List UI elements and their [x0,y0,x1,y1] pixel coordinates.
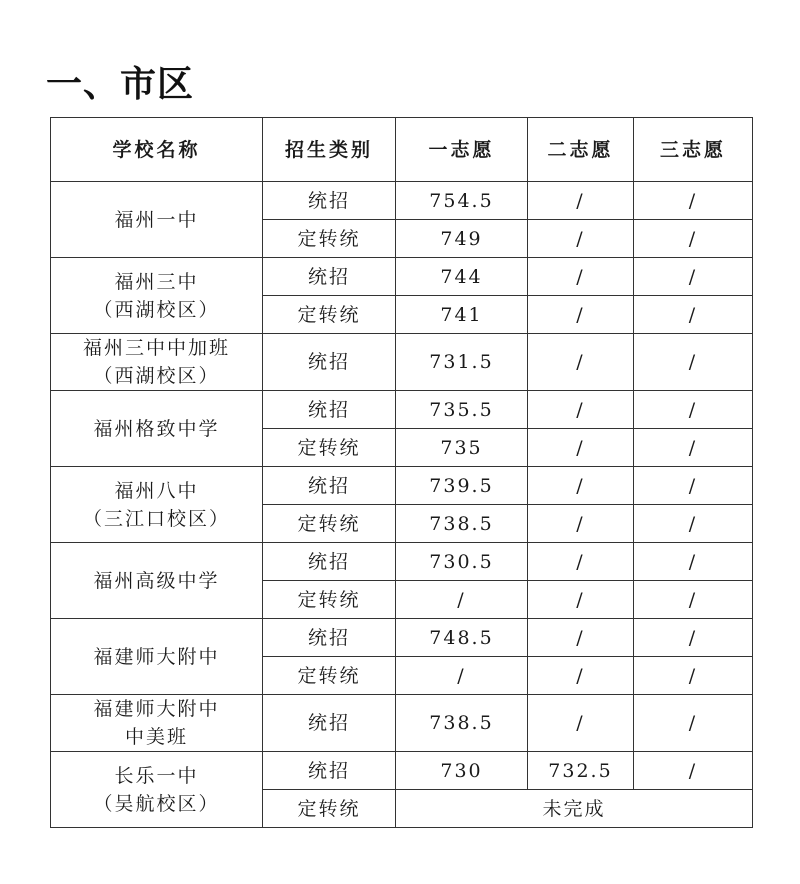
school-name-line: 福州三中中加班 [82,337,230,359]
school-name-line: （三江口校区） [82,507,230,530]
school-name-line: 福建师大附中 [93,645,220,668]
second-choice-score: / [528,467,634,505]
first-choice-score: 735 [396,429,528,467]
header-category: 招生类别 [263,118,396,182]
first-choice-score: 754.5 [396,182,528,220]
second-choice-score: / [528,657,634,695]
school-name-cell [51,391,263,467]
first-choice-score: 741 [396,296,528,334]
third-choice-score: / [634,619,753,657]
second-choice-score: / [528,334,634,391]
third-choice-score: / [634,334,753,391]
third-choice-score: / [634,543,753,581]
school-name-cell [51,543,263,619]
header-row [51,118,753,182]
school-name-line: 福州八中 [114,479,199,502]
category-cell: 统招 [263,334,396,391]
second-choice-score: / [528,429,634,467]
third-choice-score: / [634,505,753,543]
school-name-cell [51,258,263,334]
school-name-line: 福州格致中学 [93,417,220,440]
category-cell: 定转统 [263,505,396,543]
category-cell: 定转统 [263,790,396,828]
category-cell: 统招 [263,695,396,752]
table-row [51,334,753,391]
third-choice-score: / [634,429,753,467]
school-name-cell [51,182,263,258]
school-name-cell [51,752,263,828]
third-choice-score: / [634,182,753,220]
third-choice-score: / [634,258,753,296]
school-name-line: 福州一中 [114,208,199,231]
first-choice-score: 748.5 [396,619,528,657]
third-choice-score: / [634,657,753,695]
third-choice-score: / [634,752,753,790]
first-choice-score: 735.5 [396,391,528,429]
admission-score-table [50,117,753,828]
third-choice-score: / [634,467,753,505]
school-name-line: 福建师大附中 [93,698,220,720]
category-cell: 定转统 [263,220,396,258]
second-choice-score: / [528,258,634,296]
second-choice-score: / [528,619,634,657]
school-name-cell [51,619,263,695]
category-cell: 统招 [263,752,396,790]
table-row [51,695,753,752]
school-name-line: 中美班 [124,726,188,748]
first-choice-score: 739.5 [396,467,528,505]
table-row [51,182,753,220]
header-second-choice: 二志愿 [528,118,634,182]
second-choice-score: / [528,220,634,258]
second-choice-score: / [528,695,634,752]
school-name-cell [51,467,263,543]
table-row [51,467,753,505]
table-row [51,391,753,429]
table-row [51,258,753,296]
school-name-line: 福州高级中学 [93,569,220,592]
second-choice-score: / [528,581,634,619]
table-row [51,752,753,790]
first-choice-score: / [396,581,528,619]
category-cell: 定转统 [263,581,396,619]
school-name-cell [51,695,263,752]
first-choice-score: 730 [396,752,528,790]
school-name-line: （吴航校区） [93,792,220,815]
first-choice-score: 730.5 [396,543,528,581]
third-choice-score: / [634,391,753,429]
third-choice-score: / [634,581,753,619]
school-name-cell [51,334,263,391]
second-choice-score: / [528,391,634,429]
header-third-choice: 三志愿 [634,118,753,182]
third-choice-score: / [634,296,753,334]
category-cell: 统招 [263,619,396,657]
first-choice-score: 749 [396,220,528,258]
school-name-line: 长乐一中 [114,764,199,787]
category-cell: 统招 [263,182,396,220]
table-row [51,619,753,657]
second-choice-score: / [528,543,634,581]
first-choice-score: 738.5 [396,695,528,752]
category-cell: 统招 [263,543,396,581]
first-choice-score: / [396,657,528,695]
status-cell: 未完成 [396,790,753,828]
header-school: 学校名称 [51,118,263,182]
school-name-line: 福州三中 [114,270,199,293]
category-cell: 定转统 [263,657,396,695]
second-choice-score: / [528,505,634,543]
school-name-line: （西湖校区） [93,365,220,387]
third-choice-score: / [634,220,753,258]
third-choice-score: / [634,695,753,752]
school-name-line: （西湖校区） [93,298,220,321]
first-choice-score: 738.5 [396,505,528,543]
first-choice-score: 744 [396,258,528,296]
second-choice-score: / [528,296,634,334]
category-cell: 统招 [263,467,396,505]
category-cell: 定转统 [263,429,396,467]
table-row [51,543,753,581]
table-body [51,182,753,828]
category-cell: 定转统 [263,296,396,334]
second-choice-score: 732.5 [528,752,634,790]
category-cell: 统招 [263,258,396,296]
header-first-choice: 一志愿 [396,118,528,182]
second-choice-score: / [528,182,634,220]
section-heading: 一、市区 [46,64,195,105]
first-choice-score: 731.5 [396,334,528,391]
category-cell: 统招 [263,391,396,429]
